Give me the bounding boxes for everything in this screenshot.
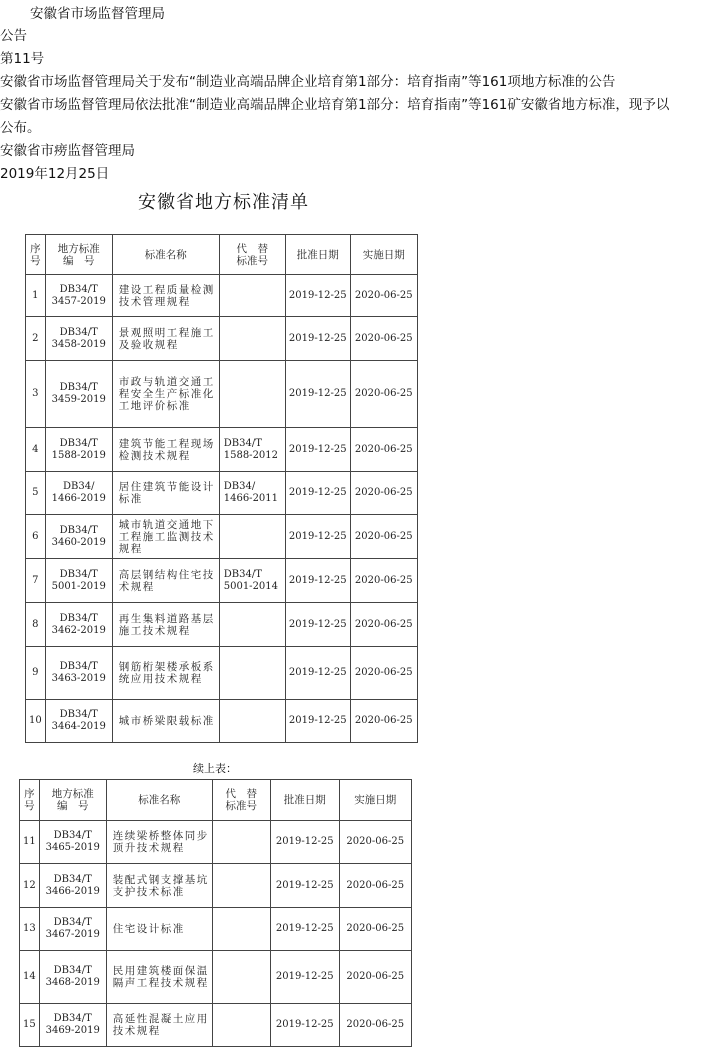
- table-row: [20, 821, 412, 864]
- row-approve-date: 2019-12-25: [270, 1004, 339, 1047]
- notice-body-line-1: 安徽省市场监督管理局依法批准“制造业高端品牌企业培育第1部分：培育指南”等161矿安徽省地方标准，现予以: [0, 97, 670, 113]
- row-code: DB34/T 3458-2019: [45, 317, 112, 361]
- row-approve-date: 2019-12-25: [285, 361, 350, 428]
- col-replaces-header: 代 替 标准号: [219, 235, 285, 275]
- row-replaces: [212, 864, 270, 908]
- row-seq: 10: [26, 700, 46, 743]
- row-standard-name: 高层钢结构住宅技术规程: [112, 559, 219, 603]
- col-seq-header: 序 号: [26, 235, 46, 275]
- row-standard-name: 再生集料道路基层施工技术规程: [112, 603, 219, 647]
- col-replaces-header: 代 替 标准号: [212, 780, 270, 821]
- row-standard-name: 建筑节能工程现场检测技术规程: [112, 428, 219, 472]
- row-standard-name: 城市轨道交通地下工程施工监测技术规程: [112, 515, 219, 559]
- table-row: [26, 559, 418, 603]
- row-standard-name: 民用建筑楼面保温隔声工程技术规程: [106, 951, 212, 1004]
- row-standard-name: 钢筋桁架楼承板系统应用技术规程: [112, 647, 219, 700]
- signature: 安徽省市痨监督管理局: [0, 143, 135, 159]
- row-approve-date: 2019-12-25: [285, 317, 350, 361]
- table-row: [26, 515, 418, 559]
- row-effective-date: 2020-06-25: [350, 428, 417, 472]
- standards-table-1: [25, 234, 418, 743]
- row-standard-name: 装配式钢支撑基坑支护技术标准: [106, 864, 212, 908]
- row-approve-date: 2019-12-25: [285, 647, 350, 700]
- doc-number: 第11号: [0, 51, 45, 67]
- row-replaces: [219, 700, 285, 743]
- agency-name: 安徽省市场监督管理局: [30, 6, 165, 22]
- row-replaces: [212, 951, 270, 1004]
- notice-date: 2019年12月25日: [0, 166, 110, 182]
- standards-table-2: [19, 779, 412, 1047]
- table-row: [20, 864, 412, 908]
- row-replaces: [219, 361, 285, 428]
- row-seq: 2: [26, 317, 46, 361]
- row-approve-date: 2019-12-25: [285, 472, 350, 515]
- row-effective-date: 2020-06-25: [350, 472, 417, 515]
- row-approve-date: 2019-12-25: [285, 559, 350, 603]
- row-replaces: DB34/T 5001-2014: [219, 559, 285, 603]
- table-row: [26, 428, 418, 472]
- table-row: [20, 951, 412, 1004]
- table-row: [26, 647, 418, 700]
- row-standard-name: 建设工程质量检测技术管理规程: [112, 275, 219, 317]
- row-code: DB34/T 3459-2019: [45, 361, 112, 428]
- row-replaces: DB34/T 1588-2012: [219, 428, 285, 472]
- row-seq: 8: [26, 603, 46, 647]
- notice-headline: 安徽省市场监督管理局关于发布“制造业高端品牌企业培育第1部分：培育指南”等161项地方标准的公告: [0, 74, 616, 90]
- table-header-row: [26, 235, 418, 275]
- row-seq: 7: [26, 559, 46, 603]
- col-code-header: 地方标准 编 号: [45, 235, 112, 275]
- row-effective-date: 2020-06-25: [350, 603, 417, 647]
- row-approve-date: 2019-12-25: [285, 515, 350, 559]
- row-code: DB34/T 3457-2019: [45, 275, 112, 317]
- row-standard-name: 住宅设计标准: [106, 908, 212, 951]
- row-approve-date: 2019-12-25: [285, 603, 350, 647]
- row-seq: 13: [20, 908, 40, 951]
- row-standard-name: 景观照明工程施工及验收规程: [112, 317, 219, 361]
- col-name-header: 标准名称: [112, 235, 219, 275]
- row-code: DB34/T 3462-2019: [45, 603, 112, 647]
- table-row: [26, 603, 418, 647]
- row-effective-date: 2020-06-25: [339, 821, 411, 864]
- row-replaces: [219, 317, 285, 361]
- row-replaces: [212, 1004, 270, 1047]
- row-effective-date: 2020-06-25: [350, 275, 417, 317]
- row-seq: 4: [26, 428, 46, 472]
- table-row: [20, 1004, 412, 1047]
- col-seq-header: 序 号: [20, 780, 40, 821]
- row-approve-date: 2019-12-25: [285, 428, 350, 472]
- col-name-header: 标准名称: [106, 780, 212, 821]
- col-effective-header: 实施日期: [339, 780, 411, 821]
- notice-body-line-2: 公布。: [0, 120, 41, 136]
- table-row: [26, 472, 418, 515]
- row-replaces: DB34/ 1466-2011: [219, 472, 285, 515]
- row-replaces: [219, 515, 285, 559]
- row-code: DB34/T 3468-2019: [39, 951, 106, 1004]
- row-standard-name: 城市桥梁限载标准: [112, 700, 219, 743]
- row-code: DB34/T 3467-2019: [39, 908, 106, 951]
- row-effective-date: 2020-06-25: [350, 361, 417, 428]
- row-approve-date: 2019-12-25: [270, 821, 339, 864]
- row-code: DB34/T 3463-2019: [45, 647, 112, 700]
- row-effective-date: 2020-06-25: [350, 559, 417, 603]
- col-effective-header: 实施日期: [350, 235, 417, 275]
- row-approve-date: 2019-12-25: [285, 275, 350, 317]
- row-code: DB34/T 3464-2019: [45, 700, 112, 743]
- row-code: DB34/T 3466-2019: [39, 864, 106, 908]
- row-code: DB34/T 3460-2019: [45, 515, 112, 559]
- row-standard-name: 居住建筑节能设计标准: [112, 472, 219, 515]
- row-standard-name: 连续梁桥整体同步顶升技术规程: [106, 821, 212, 864]
- table-row: [26, 700, 418, 743]
- row-effective-date: 2020-06-25: [339, 864, 411, 908]
- row-effective-date: 2020-06-25: [339, 951, 411, 1004]
- list-title: 安徽省地方标准清单: [138, 192, 309, 213]
- row-effective-date: 2020-06-25: [339, 908, 411, 951]
- row-code: DB34/T 1588-2019: [45, 428, 112, 472]
- row-replaces: [212, 908, 270, 951]
- table-row: [26, 317, 418, 361]
- col-code-header: 地方标准 编 号: [39, 780, 106, 821]
- row-seq: 14: [20, 951, 40, 1004]
- row-effective-date: 2020-06-25: [350, 317, 417, 361]
- row-effective-date: 2020-06-25: [350, 700, 417, 743]
- row-effective-date: 2020-06-25: [339, 1004, 411, 1047]
- row-approve-date: 2019-12-25: [270, 908, 339, 951]
- row-code: DB34/T 3469-2019: [39, 1004, 106, 1047]
- row-replaces: [219, 603, 285, 647]
- row-standard-name: 市政与轨道交通工程安全生产标准化工地评价标准: [112, 361, 219, 428]
- row-seq: 15: [20, 1004, 40, 1047]
- table-row: [20, 908, 412, 951]
- row-replaces: [219, 275, 285, 317]
- table-row: [26, 275, 418, 317]
- row-approve-date: 2019-12-25: [270, 951, 339, 1004]
- row-seq: 9: [26, 647, 46, 700]
- col-approve-header: 批准日期: [285, 235, 350, 275]
- row-effective-date: 2020-06-25: [350, 647, 417, 700]
- row-approve-date: 2019-12-25: [285, 700, 350, 743]
- table-header-row: [20, 780, 412, 821]
- row-standard-name: 高延性混凝土应用技术规程: [106, 1004, 212, 1047]
- row-seq: 3: [26, 361, 46, 428]
- table-row: [26, 361, 418, 428]
- row-code: DB34/T 3465-2019: [39, 821, 106, 864]
- row-code: DB34/ 1466-2019: [45, 472, 112, 515]
- row-approve-date: 2019-12-25: [270, 864, 339, 908]
- col-approve-header: 批准日期: [270, 780, 339, 821]
- row-seq: 1: [26, 275, 46, 317]
- row-seq: 12: [20, 864, 40, 908]
- row-replaces: [219, 647, 285, 700]
- row-code: DB34/T 5001-2019: [45, 559, 112, 603]
- row-replaces: [212, 821, 270, 864]
- continued-label: 续上表：: [193, 762, 237, 775]
- doc-type: 公告: [0, 28, 27, 44]
- row-seq: 11: [20, 821, 40, 864]
- row-seq: 6: [26, 515, 46, 559]
- row-seq: 5: [26, 472, 46, 515]
- row-effective-date: 2020-06-25: [350, 515, 417, 559]
